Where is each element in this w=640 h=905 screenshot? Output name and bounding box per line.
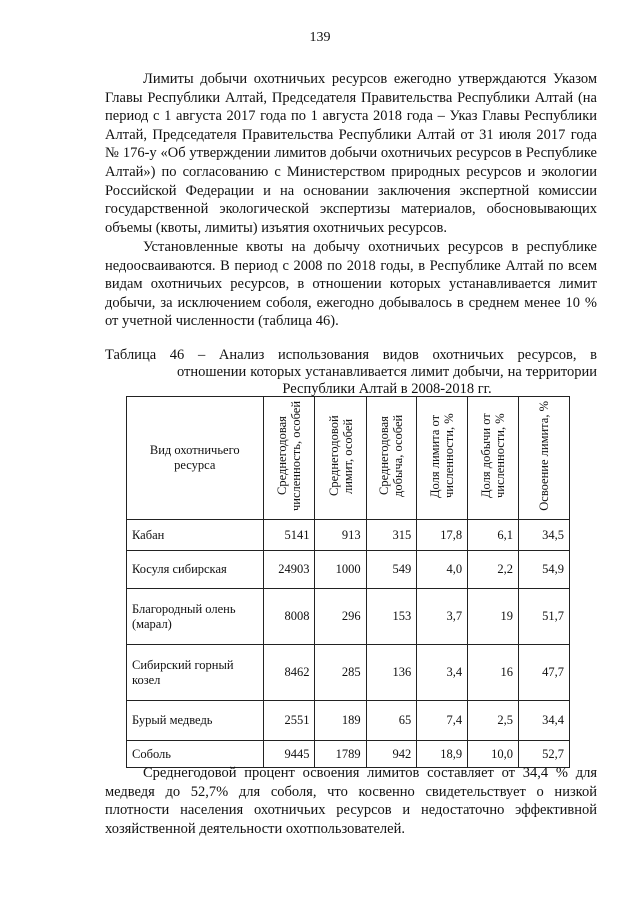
table-row (127, 551, 570, 589)
cell-population: 2551 (263, 701, 315, 741)
cell-harvest: 153 (366, 589, 417, 645)
cell-limit-use: 51,7 (519, 589, 570, 645)
cell-limit-use: 34,4 (519, 701, 570, 741)
cell-harvest: 942 (366, 741, 417, 768)
header-limit-share: Доля лимита от численности, % (417, 397, 468, 520)
table-row (127, 645, 570, 701)
table-header-row (127, 397, 570, 520)
cell-harvest-share: 19 (468, 589, 519, 645)
cell-limit: 296 (315, 589, 366, 645)
table-caption-line1: Таблица 46 – Анализ использования видов охотничьих ресурсов, в (105, 347, 597, 363)
cell-harvest-share: 10,0 (468, 741, 519, 768)
cell-limit-use: 54,9 (519, 551, 570, 589)
cell-limit: 1000 (315, 551, 366, 589)
header-limit-use: Освоение лимита, % (519, 397, 570, 520)
cell-population: 24903 (263, 551, 315, 589)
cell-harvest: 315 (366, 520, 417, 551)
cell-population: 5141 (263, 520, 315, 551)
cell-harvest-share: 6,1 (468, 520, 519, 551)
cell-limit-share: 3,4 (417, 645, 468, 701)
table-caption (105, 347, 597, 398)
cell-limit: 189 (315, 701, 366, 741)
cell-harvest-share: 16 (468, 645, 519, 701)
table-row (127, 701, 570, 741)
table-row (127, 589, 570, 645)
cell-limit-share: 4,0 (417, 551, 468, 589)
cell-harvest: 136 (366, 645, 417, 701)
cell-limit-share: 17,8 (417, 520, 468, 551)
cell-species: Косуля сибирская (127, 551, 264, 589)
cell-population: 9445 (263, 741, 315, 768)
cell-species: Кабан (127, 520, 264, 551)
header-avg-limit: Среднегодовой лимит, особей (315, 397, 366, 520)
cell-species: Благородный олень (марал) (127, 589, 264, 645)
cell-limit-share: 18,9 (417, 741, 468, 768)
cell-limit-use: 34,5 (519, 520, 570, 551)
paragraph-limits: Лимиты добычи охотничьих ресурсов ежегодно утверждаются Указом Главы Республики Алтай, Председателя Правительства Республики Алтай (на период с 1 августа 2017 года по 1 августа 2018 года – Указ Главы Республики Алтай, Председателя Правительства Республики Алтай от 31 июля 2017 года № 176-у «Об утверждении лимитов добычи охотничьих ресурсов в Республике Алтай») по согласованию с Министерством природных ресурсов и экологии Российской Федерации и на основании заключения экспертной комиссии государственной экологической экспертизы материалов, обосновывающих объемы (квоты, лимиты) изъятия охотничьих ресурсов. (105, 71, 597, 236)
cell-species: Бурый медведь (127, 701, 264, 741)
cell-harvest: 549 (366, 551, 417, 589)
cell-species: Соболь (127, 741, 264, 768)
header-harvest-share: Доля добычи от численности, % (468, 397, 519, 520)
cell-limit-share: 3,7 (417, 589, 468, 645)
header-avg-population: Среднегодовая численность, особей (263, 397, 315, 520)
header-species: Вид охотничьего ресурса (127, 397, 264, 520)
cell-limit-use: 52,7 (519, 741, 570, 768)
cell-harvest-share: 2,2 (468, 551, 519, 589)
cell-limit: 913 (315, 520, 366, 551)
table-row (127, 520, 570, 551)
cell-harvest-share: 2,5 (468, 701, 519, 741)
cell-population: 8008 (263, 589, 315, 645)
table-caption-rest: отношении которых устанавливается лимит добычи, на территории Республики Алтай в 2008-2018 гг. (177, 364, 597, 397)
header-avg-harvest: Среднегодовая добыча, особей (366, 397, 417, 520)
cell-species: Сибирский горный козел (127, 645, 264, 701)
paragraph-conclusion: Среднегодовой процент освоения лимитов составляет от 34,4 % для медведя до 52,7% для соболя, что косвенно свидетельствует о низкой плотности населения охотничьих ресурсов и недостаточно эффективной хозяйственной деятельности охотпользователей. (105, 765, 597, 837)
page-number: 139 (309, 30, 331, 45)
hunting-resources-table (126, 396, 570, 768)
cell-population: 8462 (263, 645, 315, 701)
cell-limit-use: 47,7 (519, 645, 570, 701)
cell-harvest: 65 (366, 701, 417, 741)
paragraph-quotas: Установленные квоты на добычу охотничьих ресурсов в республике недоосваиваются. В период с 2008 по 2018 годы, в Республике Алтай по всем видам охотничьих ресурсов, в отношении которых устанавливается лимит добычи, за исключением соболя, ежегодно добывалось в среднем менее 10 % от учетной численности (таблица 46). (105, 239, 597, 330)
cell-limit-share: 7,4 (417, 701, 468, 741)
cell-limit: 285 (315, 645, 366, 701)
cell-limit: 1789 (315, 741, 366, 768)
